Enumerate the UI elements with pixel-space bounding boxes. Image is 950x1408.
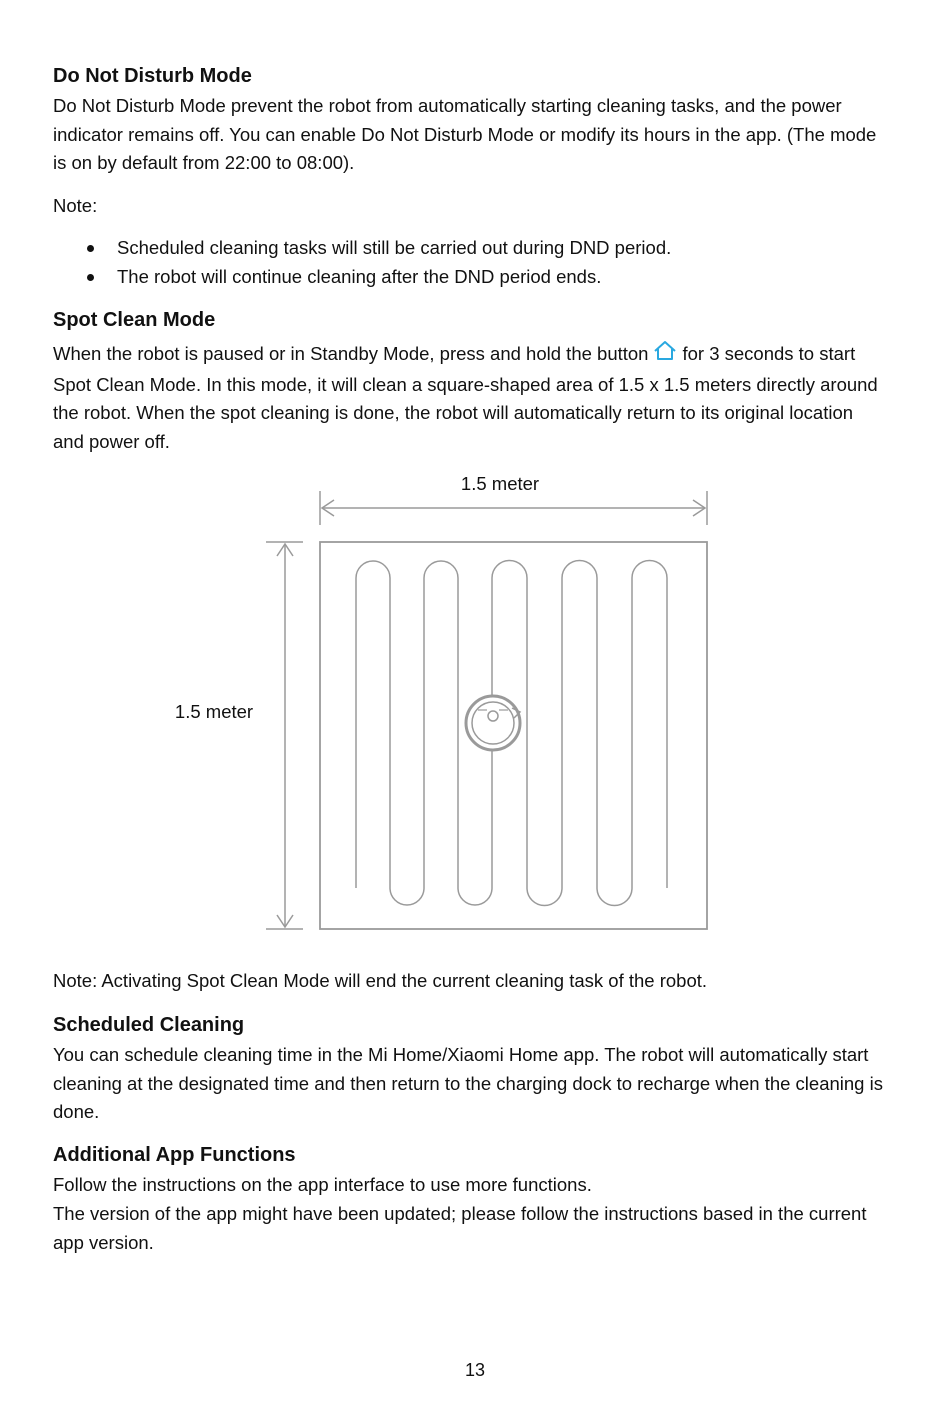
page-number: 13	[464, 1360, 486, 1380]
additional-line-1: Follow the instructions on the app interface to use more functions.	[53, 1174, 592, 1195]
scheduled-heading: Scheduled Cleaning	[53, 1014, 245, 1036]
width-dimension	[320, 491, 707, 525]
dnd-heading: Do Not Disturb Mode	[53, 65, 252, 87]
robot-vacuum-icon	[466, 696, 520, 750]
scheduled-paragraph: You can schedule cleaning time in the Mi Home/Xiaomi Home app. The robot will automatically start cleaning at the designated time and then return to the charging dock to recharge when the cleaning is done.	[53, 1044, 883, 1122]
dnd-note-label: Note:	[53, 195, 98, 216]
additional-heading: Additional App Functions	[53, 1144, 296, 1166]
spot-note: Note: Activating Spot Clean Mode will end the current cleaning task of the robot.	[53, 970, 708, 991]
list-item: Scheduled cleaning tasks will still be carried out during DND period.	[53, 234, 671, 263]
width-label: 1.5 meter	[460, 473, 540, 494]
dnd-paragraph: Do Not Disturb Mode prevent the robot from automatically starting cleaning tasks, and the power indicator remains off. You can enable Do Not Disturb Mode or modify its hours in the app. (The mode is on by default from 22:00 to 08:00).	[53, 95, 877, 173]
height-dimension	[266, 542, 303, 929]
height-label: 1.5 meter	[174, 701, 254, 722]
spot-heading: Spot Clean Mode	[53, 309, 216, 331]
list-item: The robot will continue cleaning after the DND period ends.	[53, 263, 671, 292]
additional-line-2: The version of the app might have been updated; please follow the instructions based in the current app version.	[53, 1203, 867, 1253]
spot-paragraph: When the robot is paused or in Standby Mode, press and hold the button for 3 seconds to start Spot Clean Mode. In this mode, it will clean a square-shaped area of 1.5 x 1.5 meters directly around the robot. When the spot cleaning is done, the robot will automatically return to its original location and power off.	[53, 340, 883, 456]
